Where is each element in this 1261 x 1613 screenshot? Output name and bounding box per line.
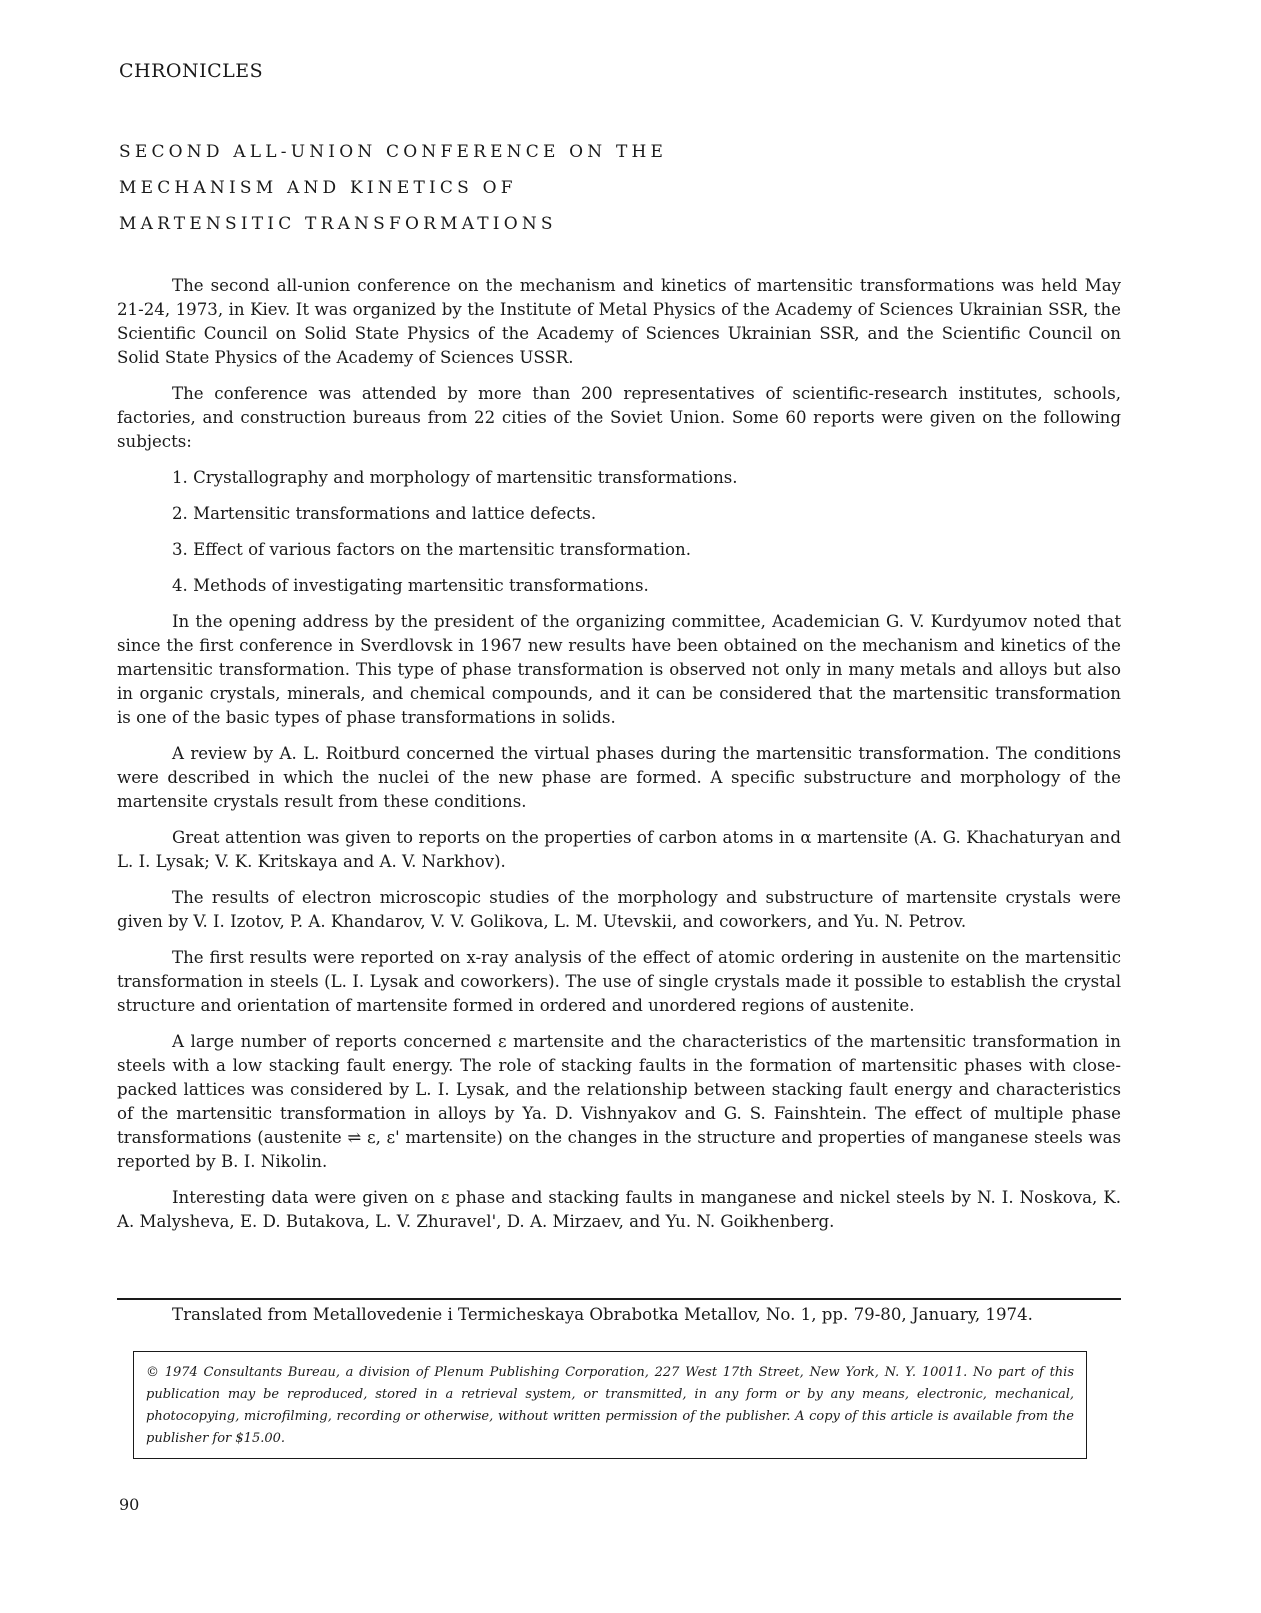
title-line: MECHANISM AND KINETICS OF [119,178,517,198]
list-item: 4. Methods of investigating martensitic transformations. [172,576,649,595]
section-label: CHRONICLES [119,60,264,82]
translation-note: Translated from Metallovedenie i Termicheskaya Obrabotka Metallov, No. 1, pp. 79-80, January, 1974. [172,1305,1033,1324]
article-title [119,134,667,242]
subjects-list [117,466,1121,598]
page-number: 90 [119,1495,140,1514]
list-item: 2. Martensitic transformations and lattice defects. [172,504,597,523]
list-item: 1. Crystallography and morphology of martensitic transformations. [172,468,738,487]
paragraph: The second all-union conference on the mechanism and kinetics of martensitic transformations was held May 21-24, 1973, in Kiev. It was organized by the Institute of Metal Physics of the Academy of Sciences Ukrainian SSR, the Scientific Council on Solid State Physics of the Academy of Sciences Ukrainian SSR, and the Scientific Council on Solid State Physics of the Academy of Sciences USSR. [117,276,1121,367]
footnote-divider [117,1298,1121,1300]
paragraph: In the opening address by the president of the organizing committee, Academician G. V. Kurdyumov noted that since the first conference in Sverdlovsk in 1967 new results have been obtained on the mechanism and kinetics of the martensitic transformation. This type of phase transformation is observed not only in many metals and alloys but also in organic crystals, minerals, and chemical compounds, and it can be considered that the martensitic transformation is one of the basic types of phase transformations in solids. [117,612,1121,727]
title-line: MARTENSITIC TRANSFORMATIONS [119,214,557,234]
paragraph: Interesting data were given on ε phase and stacking faults in manganese and nickel steels by N. I. Noskova, K. A. Malysheva, E. D. Butakova, L. V. Zhuravel', D. A. Mirzaev, and Yu. N. Goikhenberg. [117,1188,1121,1231]
article-body [117,274,1121,1246]
copyright-box: © 1974 Consultants Bureau, a division of Plenum Publishing Corporation, 227 West 17th Street, New York, N. Y. 10011. No part of this publication may be reproduced, stored in a retrieval system, or transmitted, in any form or by any means, electronic, mechanical, photocopying, microfilming, recording or otherwise, without written permission of the publisher. A copy of this article is available from the publisher for $15.00. [133,1351,1087,1459]
title-line: SECOND ALL-UNION CONFERENCE ON THE [119,142,668,162]
paragraph: A review by A. L. Roitburd concerned the virtual phases during the martensitic transformation. The conditions were described in which the nuclei of the new phase are formed. A specific substructure and morphology of the martensite crystals result from these conditions. [117,744,1121,811]
paragraph: A large number of reports concerned ε martensite and the characteristics of the martensitic transformation in steels with a low stacking fault energy. The role of stacking faults in the formation of martensitic phases with close-packed lattices was considered by L. I. Lysak, and the relationship between stacking fault energy and characteristics of the martensitic transformation in alloys by Ya. D. Vishnyakov and G. S. Fainshtein. The effect of multiple phase transformations (austenite ⇌ ε, ε' martensite) on the changes in the structure and properties of manganese steels was reported by B. I. Nikolin. [117,1032,1121,1171]
paragraph: The results of electron microscopic studies of the morphology and substructure of martensite crystals were given by V. I. Izotov, P. A. Khandarov, V. V. Golikova, L. M. Utevskii, and coworkers, and Yu. N. Petrov. [117,888,1121,931]
paragraph: The conference was attended by more than 200 representatives of scientific-research institutes, schools, factories, and construction bureaus from 22 cities of the Soviet Union. Some 60 reports were given on the following subjects: [117,384,1121,451]
list-item: 3. Effect of various factors on the martensitic transformation. [172,540,691,559]
paragraph: The first results were reported on x-ray analysis of the effect of atomic ordering in austenite on the martensitic transformation in steels (L. I. Lysak and coworkers). The use of single crystals made it possible to establish the crystal structure and orientation of martensite formed in ordered and unordered regions of austenite. [117,948,1121,1015]
paragraph: Great attention was given to reports on the properties of carbon atoms in α martensite (A. G. Khachaturyan and L. I. Lysak; V. K. Kritskaya and A. V. Narkhov). [117,828,1121,871]
